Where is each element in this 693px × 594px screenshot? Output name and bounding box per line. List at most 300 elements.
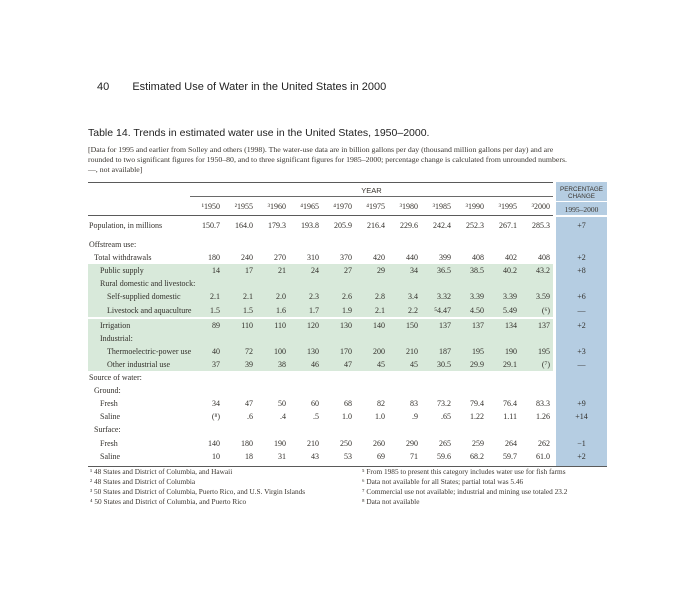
percentage-change-period: 1995–2000 [556,202,607,215]
percentage-change-header [556,182,607,216]
data-cell: 73.2 [437,399,451,409]
table-header-main [88,182,553,216]
data-cell: 3.39 [503,292,517,302]
table-row [88,410,607,423]
percentage-change-label: PERCENTAGE CHANGE [556,182,607,201]
data-cell [487,384,520,397]
percentage-change-cell: +9 [577,399,586,409]
data-cell: 140 [208,438,220,448]
data-cell: 200 [373,346,385,356]
data-cell: 3.32 [437,292,451,302]
data-cell: ⁵4.47 [434,305,451,315]
data-cell: 83.3 [536,399,550,409]
data-cell: 1.22 [470,412,484,422]
footnote-5: ⁵ From 1985 to present this category includes water use for fish farms [362,467,566,476]
data-cell [454,332,487,345]
data-cell: 83 [410,399,418,409]
table-row [88,332,607,345]
table-note-line-2: rounded to two significant figures for 1950–80, and to three significant figures for 1985–2000; percentage change is calculated from unrounded numbers. [88,155,567,164]
data-cell: 210 [406,346,418,356]
row-label: Fresh [100,399,118,409]
data-cell: 31 [278,451,286,461]
row-label: Total withdrawals [94,253,152,263]
data-cell: 408 [538,253,550,263]
data-cell [388,384,421,397]
data-cell: 34 [212,399,220,409]
data-cell: 38.5 [470,266,484,276]
data-cell [355,238,388,251]
data-cell: 137 [538,320,550,330]
row-main [88,219,553,232]
table-row [88,358,607,371]
data-cell: 45 [377,359,385,369]
data-cell [388,277,421,290]
data-cell: 2.1 [375,305,385,315]
table-row [88,371,607,384]
row-label: Public supply [100,266,144,276]
data-cell [487,277,520,290]
data-cell [454,384,487,397]
data-cell: 150.7 [202,221,220,230]
footnote-4: ⁴ 50 States and District of Columbia, and Puerto Rico [90,497,247,506]
table-row [88,264,607,277]
data-cell: 120 [307,320,319,330]
data-cell: 1.11 [503,412,517,422]
data-cell: 1.5 [243,305,253,315]
row-main [88,251,553,264]
data-cell: 1.0 [342,412,352,422]
table-header [88,182,607,217]
data-cell: 164.0 [235,221,253,230]
row-main [88,450,553,463]
table-row [88,304,607,317]
percentage-change-cell: +3 [577,346,586,356]
data-cell: 17 [245,266,253,276]
data-cell [322,423,355,436]
data-cell [520,371,553,384]
table-note [88,145,567,175]
data-cell [487,423,520,436]
year-column-label: ⁴1975 [366,202,385,211]
years-row [190,197,553,211]
data-cell: 21 [278,266,286,276]
data-cell: 440 [406,253,418,263]
data-cell [520,332,553,345]
data-cell: 267.1 [499,221,517,230]
table-body [88,217,607,467]
row-label: Population, in millions [89,221,163,230]
percentage-change-cell [556,423,607,436]
data-cell: 399 [439,253,451,263]
data-cell: 265 [439,438,451,448]
percentage-change-cell [556,332,607,345]
data-cell: 53 [344,451,352,461]
data-cell: 229.6 [400,221,418,230]
data-cell [256,384,289,397]
percentage-change-cell: — [577,359,586,369]
data-cell [256,371,289,384]
data-cell: 1.7 [309,305,319,315]
data-cell: 290 [406,438,418,448]
data-cell [454,371,487,384]
table-row [88,277,607,290]
data-cell: 38 [278,359,286,369]
percentage-change-cell: +7 [577,221,586,230]
footnote-2: ² 48 States and District of Columbia [90,477,196,486]
row-main [88,319,553,332]
row-main [88,397,553,410]
data-cell: 137 [439,320,451,330]
row-label: Saline [100,412,120,422]
data-cell: 110 [241,320,253,330]
data-cell [322,332,355,345]
data-cell [421,238,454,251]
data-cell [223,238,256,251]
data-cell [487,371,520,384]
row-main [88,384,553,397]
running-head [97,81,386,93]
data-cell: 24 [311,266,319,276]
year-column-label: ³1990 [465,202,484,211]
data-cell: 3.59 [536,292,550,302]
data-cell: 76.4 [503,399,517,409]
data-cell: .5 [313,412,319,422]
data-cell: 34 [410,266,418,276]
data-cell [520,238,553,251]
data-cell [421,277,454,290]
data-cell [223,332,256,345]
data-cell: 250 [340,438,352,448]
data-cell: 134 [505,320,517,330]
row-label: Other industrial use [107,359,171,369]
data-cell: 190 [505,346,517,356]
data-cell: 29.9 [470,359,484,369]
footnotes-right-column [362,467,567,507]
data-cell: 36.5 [437,266,451,276]
data-cell [388,332,421,345]
data-cell: 2.0 [276,292,286,302]
year-column-label: ²1955 [234,202,253,211]
table-row [88,319,607,332]
data-cell [355,332,388,345]
data-cell [190,384,223,397]
data-cell: (⁶) [541,305,550,315]
row-main [88,358,553,371]
data-cell: 259 [472,438,484,448]
data-cell: 47 [344,359,352,369]
data-cell [223,277,256,290]
data-cell: 408 [472,253,484,263]
table-row [88,423,607,436]
data-cell: 10 [212,451,220,461]
data-cell [421,371,454,384]
data-cell: 71 [410,451,418,461]
data-cell: 29 [377,266,385,276]
data-cell: 130 [340,320,352,330]
data-cell: 137 [472,320,484,330]
row-main [88,264,553,277]
data-cell: .65 [441,412,451,422]
data-cell [388,423,421,436]
table-row [88,384,607,397]
footnote-8: ⁸ Data not available [362,497,420,506]
data-cell: 262 [538,438,550,448]
data-cell: .4 [280,412,286,422]
data-cell: 2.1 [210,292,220,302]
data-cell: 180 [241,438,253,448]
data-cell [421,332,454,345]
data-cell: 285.3 [532,221,550,230]
data-cell: 252.3 [466,221,484,230]
data-cell: 1.0 [375,412,385,422]
data-cell [256,238,289,251]
data-cell [223,423,256,436]
data-cell: 100 [274,346,286,356]
table-note-line-1: [Data for 1995 and earlier from Solley and others (1998). The water-use data are in billion gallons per day (thousand million gallons per day) and are [88,145,554,154]
year-column-label: ³1995 [498,202,517,211]
data-cell: 43.2 [536,266,550,276]
data-cell: 180 [208,253,220,263]
data-cell: 68.2 [470,451,484,461]
data-cell: 18 [245,451,253,461]
data-cell: 190 [274,438,286,448]
percentage-change-cell: +2 [577,320,586,330]
percentage-change-cell [556,371,607,384]
data-cell [454,238,487,251]
row-label: Ground: [94,386,121,396]
data-cell: 2.6 [342,292,352,302]
data-cell [289,332,322,345]
data-cell [520,423,553,436]
data-cell: 130 [307,346,319,356]
percentage-change-cell: +2 [577,451,586,461]
data-cell [388,371,421,384]
year-column-label: ¹1950 [201,202,220,211]
row-main [88,371,553,384]
data-cell: 3.39 [470,292,484,302]
percentage-change-cell [556,277,607,290]
data-cell [355,423,388,436]
data-cell [289,423,322,436]
row-main [88,345,553,358]
data-cell: 240 [241,253,253,263]
data-cell: 4.50 [470,305,484,315]
data-cell: 260 [373,438,385,448]
data-cell [487,238,520,251]
data-cell: 82 [377,399,385,409]
data-cell: 140 [373,320,385,330]
data-cell: 14 [212,266,220,276]
year-column-label: ³2000 [531,202,550,211]
data-cell: 195 [538,346,550,356]
data-cell: 47 [245,399,253,409]
data-cell [223,371,256,384]
data-cell: 264 [505,438,517,448]
data-cell: 45 [410,359,418,369]
row-main [88,332,553,345]
footnotes-left-column [90,467,362,507]
data-cell [520,277,553,290]
data-cell [289,277,322,290]
data-cell: 170 [340,346,352,356]
data-cell: .9 [412,412,418,422]
table-row [88,251,607,264]
page-number: 40 [97,81,110,93]
data-cell: 370 [340,253,352,263]
table-row [88,219,607,232]
footnote-1: ¹ 48 States and District of Columbia, and Hawaii [90,467,233,476]
data-cell: (⁷) [541,359,550,369]
table-title: Table 14. Trends in estimated water use in the United States, 1950–2000. [88,127,430,139]
data-cell [421,384,454,397]
percentage-change-cell [556,384,607,397]
data-cell: 1.26 [536,412,550,422]
row-label: Surface: [94,425,121,435]
data-cell: 2.2 [408,305,418,315]
percentage-change-cell: +6 [577,292,586,302]
data-cell: 5.49 [503,305,517,315]
data-cell: 39 [245,359,253,369]
data-cell: 68 [344,399,352,409]
data-cell: 60 [311,399,319,409]
data-cell: 61.0 [536,451,550,461]
data-cell [355,384,388,397]
footnote-3: ³ 50 States and District of Columbia, Puerto Rico, and U.S. Virgin Islands [90,487,306,496]
percentage-change-cell: — [577,305,586,315]
percentage-change-cell [556,238,607,251]
row-label: Thermoelectric-power use [107,346,192,356]
row-main [88,437,553,450]
data-cell: 402 [505,253,517,263]
percentage-change-cell: +8 [577,266,586,276]
data-cell: 50 [278,399,286,409]
row-main [88,290,553,303]
data-cell: 69 [377,451,385,461]
running-title: Estimated Use of Water in the United States in 2000 [132,81,387,93]
data-cell: 150 [406,320,418,330]
data-cell: 193.8 [301,221,319,230]
data-cell [322,371,355,384]
data-cell [190,332,223,345]
data-cell [289,371,322,384]
data-cell [454,277,487,290]
row-label: Irrigation [100,320,131,330]
year-column-label: ³1960 [267,202,286,211]
row-main [88,238,553,251]
data-cell: 110 [274,320,286,330]
data-cell: 242.4 [433,221,451,230]
data-cell: 187 [439,346,451,356]
data-cell [454,423,487,436]
data-cell: 3.4 [408,292,418,302]
data-cell [355,277,388,290]
data-cell: 420 [373,253,385,263]
data-cell: 270 [274,253,286,263]
year-column-label: ⁴1970 [333,202,352,211]
data-cell: 195 [472,346,484,356]
data-cell: .6 [247,412,253,422]
table-note-line-3: —, not available] [88,165,143,174]
data-cell [190,238,223,251]
data-cell [256,423,289,436]
data-cell: 179.3 [268,221,286,230]
data-cell [190,423,223,436]
row-main [88,423,553,436]
footnotes [90,467,610,507]
data-cell: 310 [307,253,319,263]
data-cell [190,371,223,384]
percentage-change-cell: +2 [577,253,586,263]
row-label: Offstream use: [89,240,137,250]
data-cell [223,384,256,397]
data-cell [487,332,520,345]
year-column-label: ⁴1965 [300,202,319,211]
data-cell [520,384,553,397]
row-label: Livestock and aquaculture [107,305,192,315]
row-label: Self-supplied domestic [107,292,181,302]
row-label: Rural domestic and livestock: [100,279,196,289]
row-label: Source of water: [89,373,142,383]
data-cell: 79.4 [470,399,484,409]
data-cell [421,423,454,436]
data-cell [289,384,322,397]
data-cell: 205.9 [334,221,352,230]
data-cell: 40 [212,346,220,356]
percentage-change-cell: +14 [575,412,588,422]
data-cell: 2.8 [375,292,385,302]
table-row [88,290,607,303]
data-cell: 72 [245,346,253,356]
data-cell: 59.6 [437,451,451,461]
table-row [88,437,607,450]
data-cell: 46 [311,359,319,369]
row-label: Industrial: [100,333,133,343]
table-row [88,345,607,358]
data-cell: 37 [212,359,220,369]
row-main [88,277,553,290]
data-cell: 1.5 [210,305,220,315]
year-column-label: ³1985 [432,202,451,211]
data-cell [190,277,223,290]
data-cell [322,384,355,397]
data-cell [289,238,322,251]
data-cell: 29.1 [503,359,517,369]
table-row [88,450,607,463]
data-cell [322,277,355,290]
row-main [88,410,553,423]
percentage-change-cell: −1 [577,438,586,448]
data-cell [355,371,388,384]
data-cell: 2.3 [309,292,319,302]
table-row [88,238,607,251]
footnote-7: ⁷ Commercial use not available; industrial and mining use totaled 23.2 [362,487,568,496]
year-column-label: ³1980 [399,202,418,211]
data-cell [256,332,289,345]
data-cell: 2.1 [243,292,253,302]
data-cell: 43 [311,451,319,461]
data-cell: 89 [212,320,220,330]
table-row [88,397,607,410]
data-cell [388,238,421,251]
data-cell: 30.5 [437,359,451,369]
data-cell: 1.9 [342,305,352,315]
data-cell: 59.7 [503,451,517,461]
data-cell: 210 [307,438,319,448]
year-header: YEAR [190,183,553,197]
data-cell: 27 [344,266,352,276]
data-cell: (⁸) [211,412,220,422]
data-cell: 40.2 [503,266,517,276]
